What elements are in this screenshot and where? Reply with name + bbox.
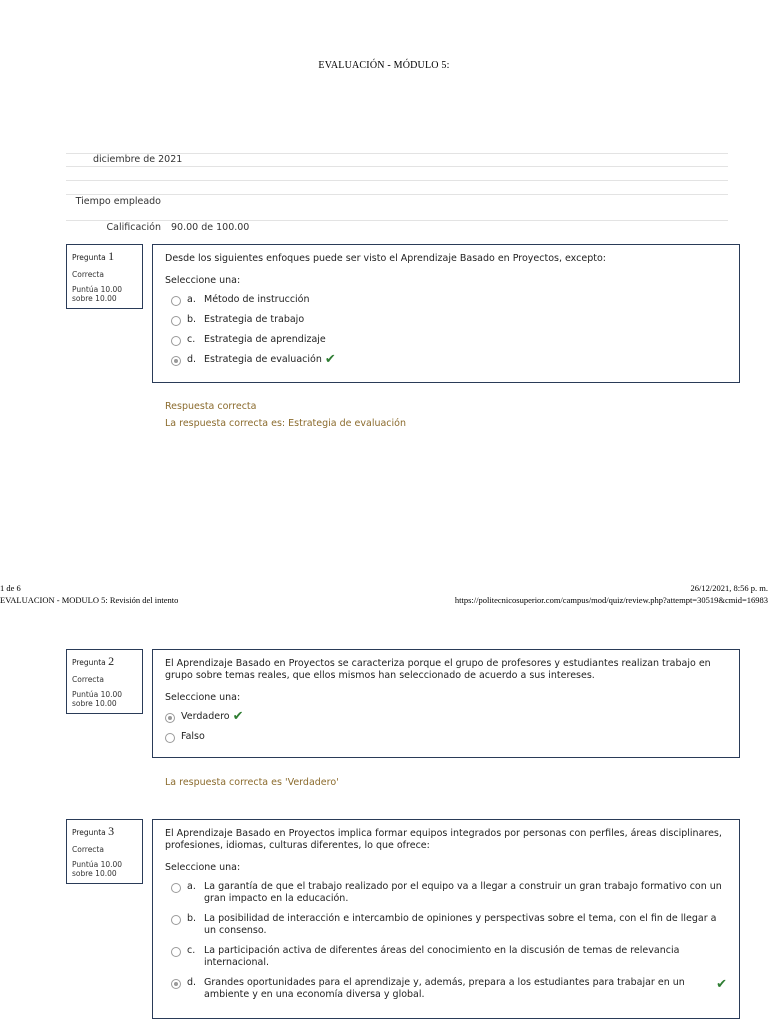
print-header-title: EVALUACION - MODULO 5: Revisión del intento [0, 595, 179, 605]
question-text: Desde los siguientes enfoques puede ser visto el Aprendizaje Basado en Proyectos, excepto: [165, 253, 606, 264]
radio-button-selected[interactable] [171, 979, 181, 989]
question-grade: Puntúa 10.00 sobre 10.00 [72, 285, 123, 303]
option-d[interactable]: d. Estrategia de evaluación ✔ [165, 354, 727, 366]
select-prompt: Seleccione una: [165, 862, 241, 873]
feedback-correct: Respuesta correcta [165, 401, 257, 412]
page-count: 1 de 6 [0, 583, 21, 593]
option-true[interactable]: Verdadero ✔ [159, 711, 727, 723]
question-grade: Puntúa 10.00 sobre 10.00 [72, 690, 123, 708]
summary-date: diciembre de 2021 [93, 154, 183, 165]
question-text: El Aprendizaje Basado en Proyectos se caracteriza porque el grupo de profesores y estudiantes realizan trabajo en grupo sobre temas reales, que ellos mismos han seleccionado de acuerdo a sus intereses. [165, 658, 711, 681]
feedback-answer: La respuesta correcta es 'Verdadero' [165, 777, 339, 788]
radio-button-selected[interactable] [171, 356, 181, 366]
option-a[interactable]: a. Método de instrucción [165, 294, 727, 306]
option-b[interactable]: b. La posibilidad de interacción e intercambio de opiniones y perspectivas sobre el tema, con el fin de llegar a un consenso. [165, 913, 727, 937]
document-title: EVALUACIÓN - MÓDULO 5: [318, 60, 450, 71]
option-c[interactable]: c. Estrategia de aprendizaje [165, 334, 727, 346]
question-text: El Aprendizaje Basado en Proyectos implica formar equipos integrados por personas con perfiles, áreas disciplinares, profesiones, idiomas, culturas diferentes, lo que ofrece: [165, 828, 722, 851]
question-number-label: Pregunta 1 [72, 249, 115, 263]
radio-button[interactable] [171, 883, 181, 893]
question-info-1 [66, 244, 143, 309]
print-url: https://politecnicosuperior.com/campus/mod/quiz/review.php?attempt=30519&cmid=16983 [454, 595, 768, 605]
question-content-3 [152, 819, 740, 1019]
radio-button[interactable] [171, 296, 181, 306]
option-c[interactable]: c. La participación activa de diferentes áreas del conocimiento en la discusión de temas de relevancia internacional. [165, 945, 727, 969]
summary-divider [66, 194, 728, 195]
radio-button[interactable] [171, 947, 181, 957]
question-status: Correcta [72, 675, 104, 684]
question-info-3 [66, 819, 143, 884]
time-label: Tiempo empleado [75, 196, 161, 207]
grade-value: 90.00 de 100.00 [171, 222, 250, 233]
check-icon: ✔ [324, 352, 336, 367]
question-content-2 [152, 649, 740, 758]
radio-button-selected[interactable] [165, 713, 175, 723]
radio-button[interactable] [171, 336, 181, 346]
question-number-label: Pregunta 3 [72, 824, 115, 838]
select-prompt: Seleccione una: [165, 275, 241, 286]
option-a[interactable]: a. La garantía de que el trabajo realizado por el equipo va a llegar a construir un gran trabajo formativo con un gran impacto en la educación. [165, 881, 727, 905]
option-false[interactable]: Falso [159, 731, 727, 743]
feedback-answer: La respuesta correcta es: Estrategia de evaluación [165, 418, 407, 429]
radio-button[interactable] [171, 316, 181, 326]
question-content-1 [152, 244, 740, 383]
summary-divider [66, 180, 728, 181]
summary-divider [66, 220, 728, 221]
option-d[interactable]: d. Grandes oportunidades para el aprendizaje y, además, prepara a los estudiantes para trabajar en un ambiente y en una economía diversa y global. ✔ [165, 977, 727, 1001]
grade-label: Calificación [106, 222, 161, 233]
option-b[interactable]: b. Estrategia de trabajo [165, 314, 727, 326]
check-icon: ✔ [716, 977, 727, 992]
question-grade: Puntúa 10.00 sobre 10.00 [72, 860, 123, 878]
print-datetime: 26/12/2021, 8:56 p. m. [690, 583, 768, 593]
check-icon: ✔ [232, 709, 244, 724]
radio-button[interactable] [165, 733, 175, 743]
question-info-2 [66, 649, 143, 714]
question-number-label: Pregunta 2 [72, 654, 115, 668]
select-prompt: Seleccione una: [165, 692, 241, 703]
question-status: Correcta [72, 270, 104, 279]
summary-divider [66, 166, 728, 167]
question-status: Correcta [72, 845, 104, 854]
radio-button[interactable] [171, 915, 181, 925]
